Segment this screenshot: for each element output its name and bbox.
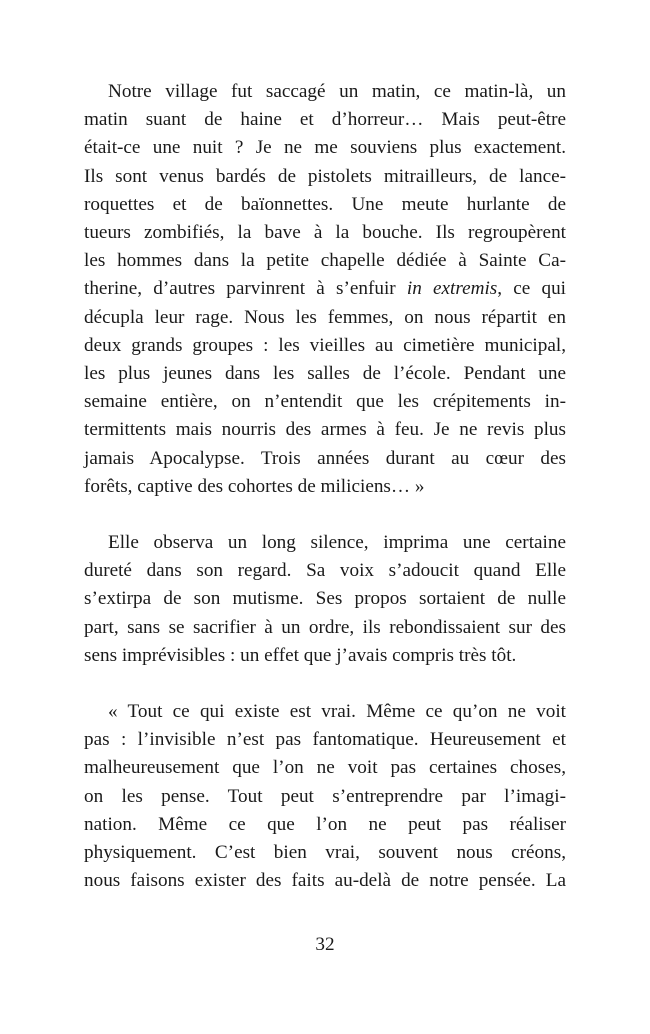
text-line: « Tout ce qui existe est vrai. Même ce qu’on ne voit — [108, 701, 566, 723]
text-line: on les pense. Tout peut s’entreprendre par l’imagi- — [84, 785, 566, 807]
text-line: Ils sont venus bardés de pistolets mitrailleurs, de lance- — [84, 165, 566, 187]
text-line: forêts, captive des cohortes de miliciens… » — [84, 475, 425, 497]
text-line: tueurs zombifiés, la bave à la bouche. Ils regroupèrent — [84, 222, 566, 244]
text-line: matin suant de haine et d’horreur… Mais peut-être — [84, 109, 566, 131]
italic-phrase: in extremis — [406, 278, 498, 300]
page-number: 32 — [315, 934, 335, 955]
text-line: jamais Apocalypse. Trois années durant au cœur des — [84, 447, 566, 469]
paragraph-2 — [84, 529, 566, 670]
paragraph-1 — [84, 78, 566, 501]
text-line: Elle observa un long silence, imprima une certaine — [108, 532, 566, 554]
book-page-body — [84, 78, 566, 895]
text-line: les hommes dans la petite chapelle dédiée à Sainte Ca- — [84, 250, 566, 272]
text-line: dureté dans son regard. Sa voix s’adoucit quand Elle — [84, 560, 566, 582]
text-line: sens imprévisibles : un effet que j’avais compris très tôt. — [84, 644, 517, 666]
text-segment: therine, d’autres parvinrent à s’enfuir — [84, 278, 407, 300]
paragraph-gap — [84, 670, 566, 698]
text-line: pas : l’invisible n’est pas fantomatique. Heureusement et — [84, 729, 566, 751]
paragraph-3 — [84, 698, 566, 895]
text-line: décupla leur rage. Nous les femmes, on nous répartit en — [84, 306, 566, 328]
text-line: semaine entière, on n’entendit que les crépitements in- — [84, 391, 566, 413]
text-line-with-italic — [84, 275, 566, 303]
text-line: les plus jeunes dans les salles de l’école. Pendant une — [84, 363, 566, 385]
text-line: malheureusement que l’on ne voit pas certaines choses, — [84, 757, 566, 779]
text-line: nous faisons exister des faits au-delà de notre pensée. La — [84, 870, 566, 892]
text-line: roquettes et de baïonnettes. Une meute hurlante de — [84, 193, 566, 215]
text-line: s’extirpa de son mutisme. Ses propos sortaient de nulle — [84, 588, 566, 610]
text-line: Notre village fut saccagé un matin, ce matin-là, un — [108, 81, 566, 102]
text-segment: , ce qui — [497, 278, 566, 300]
text-line: physiquement. C’est bien vrai, souvent nous créons, — [84, 842, 566, 864]
paragraph-gap — [84, 501, 566, 529]
text-line: termittents mais nourris des armes à feu. Je ne revis plus — [84, 419, 566, 441]
text-line: nation. Même ce que l’on ne peut pas réaliser — [84, 813, 566, 835]
text-line: part, sans se sacrifier à un ordre, ils rebondissaient sur des — [84, 616, 566, 638]
text-line: deux grands groupes : les vieilles au cimetière municipal, — [84, 334, 566, 356]
text-line: était-ce une nuit ? Je ne me souviens plus exactement. — [84, 137, 566, 159]
